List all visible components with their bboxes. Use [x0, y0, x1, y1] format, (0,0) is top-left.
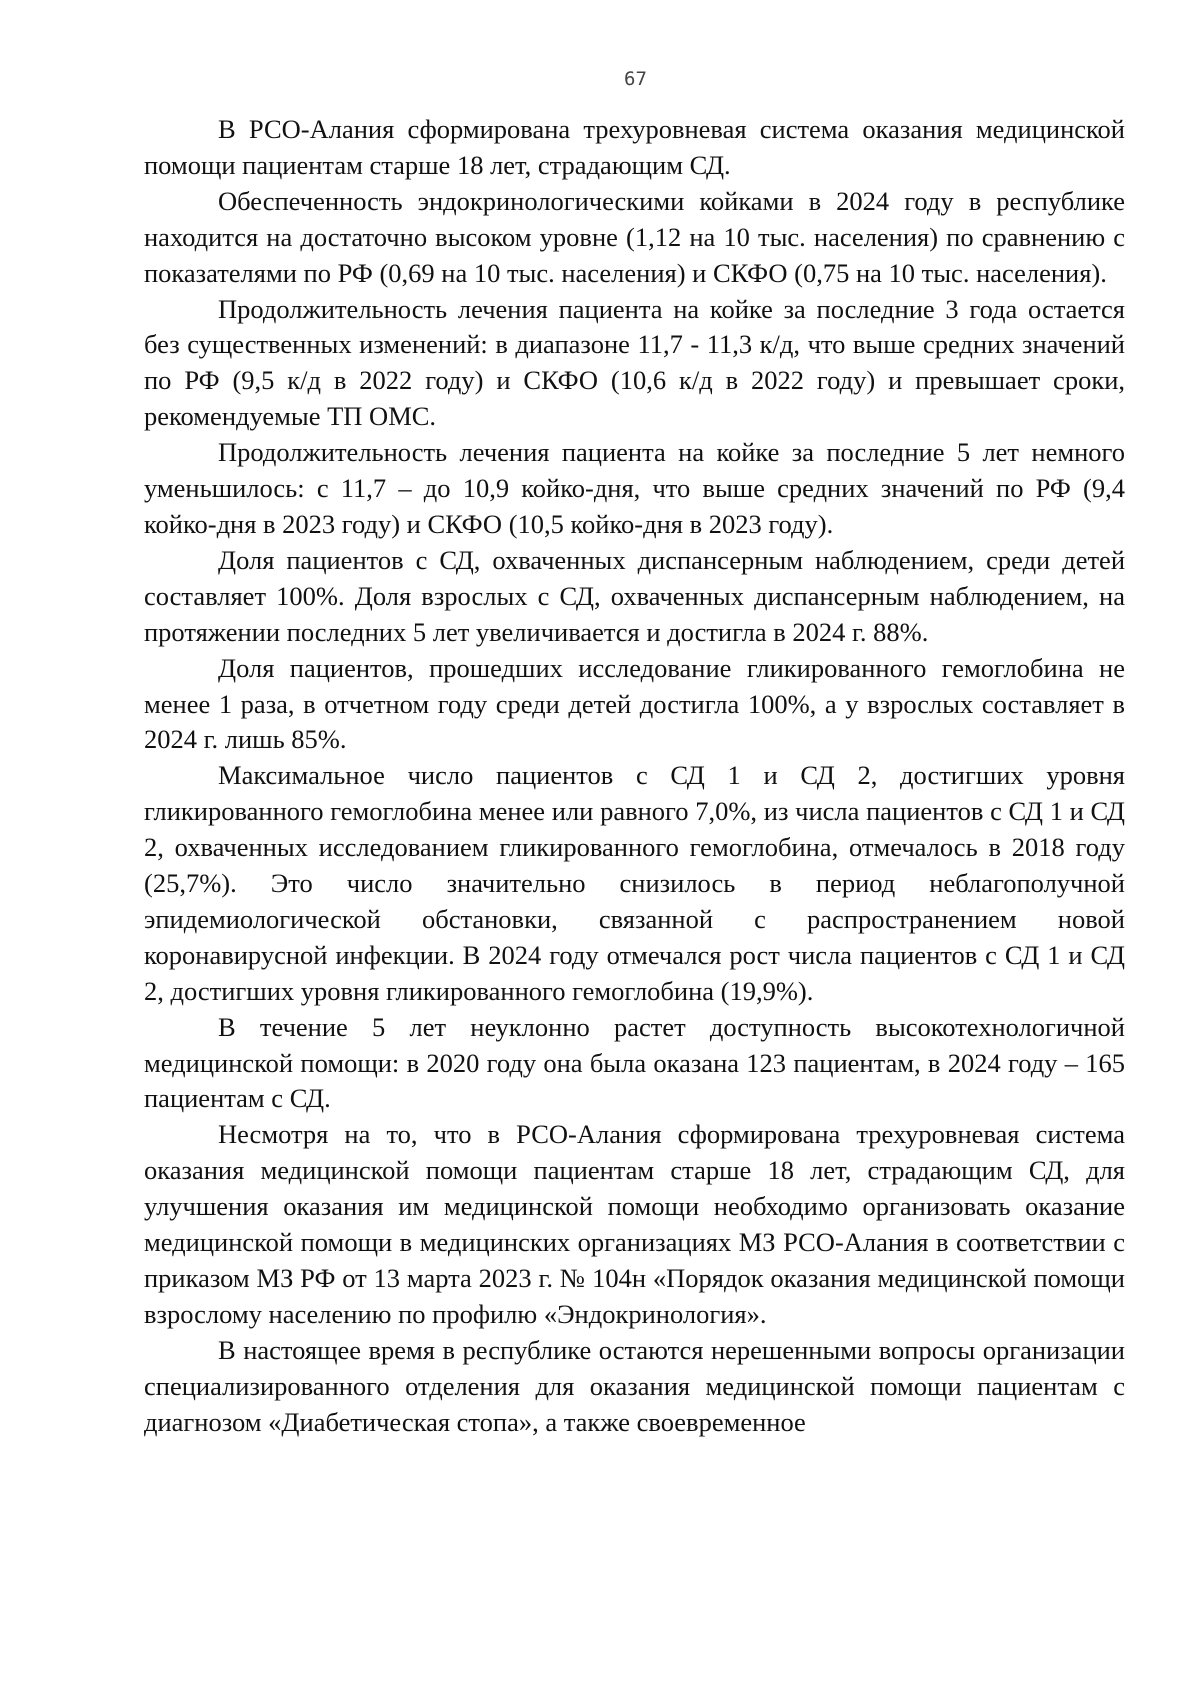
page-number: 67 — [624, 68, 647, 90]
paragraph-three-level-system: В РСО-Алания сформирована трехуровневая система оказания медицинской помощи пациентам старше 18 лет, страдающим СД. — [144, 114, 1125, 180]
paragraph-hemoglobin-testing: Доля пациентов, прошедших исследование гликированного гемоглобина не менее 1 раза, в отчетном году среди детей достигла 100%, а у взрослых составляет в 2024 г. лишь 85%. — [144, 652, 1125, 755]
paragraph-unresolved-issues: В настоящее время в республике остаются нерешенными вопросы организации специализированного отделения для оказания медицинской помощи пациентам с диагнозом «Диабетическая стопа», а также своевременное — [144, 1334, 1125, 1437]
paragraph-bed-availability: Обеспеченность эндокринологическими койками в 2024 году в республике находится на достаточно высоком уровне (1,12 на 10 тыс. населения) по сравнению с показателями по РФ (0,69 на 10 тыс. населения) и СКФО (0,75 на 10 тыс. населения). — [144, 185, 1125, 288]
body-text — [144, 112, 1125, 1441]
paragraph-treatment-duration-5-years: Продолжительность лечения пациента на койке за последние 5 лет немного уменьшилось: с 11,7 – до 10,9 койко-дня, что выше средних значений по РФ (9,4 койко-дня в 2023 году) и СКФО (10,5 койко-дня в 2023 году). — [144, 437, 1125, 539]
paragraph-treatment-duration-3-years: Продолжительность лечения пациента на койке за последние 3 года остается без существенных изменений: в диапазоне 11,7 - 11,3 к/д, что выше средних значений по РФ (9,5 к/д в 2022 году) и СКФО (10,6 к/д в 2022 году) и превышает сроки, рекомендуемые ТП ОМС. — [144, 293, 1125, 432]
paragraph-hemoglobin-target-level: Максимальное число пациентов с СД 1 и СД 2, достигших уровня гликированного гемоглобина менее или равного 7,0%, из числа пациентов с СД 1 и СД 2, охваченных исследованием гликированного гемоглобина, отмечалось в 2018 году (25,7%). Это число значительно снизилось в период неблагополучной эпидемиологической обстановки, связанной с распространением новой коронавирусной инфекции. В 2024 году отмечался рост числа пациентов с СД 1 и СД 2, достигших уровня гликированного гемоглобина (19,9%). — [144, 760, 1125, 1006]
paragraph-care-organization: Несмотря на то, что в РСО-Алания сформирована трехуровневая система оказания медицинской помощи пациентам старше 18 лет, страдающим СД, для улучшения оказания им медицинской помощи необходимо организовать оказание медицинской помощи в медицинских организациях МЗ РСО-Алания в соответствии с приказом МЗ РФ от 13 марта 2023 г. № 104н «Порядок оказания медицинской помощи взрослому населению по профилю «Эндокринология». — [144, 1119, 1125, 1329]
paragraph-high-tech-care: В течение 5 лет неуклонно растет доступность высокотехнологичной медицинской помощи: в 2020 году она была оказана 123 пациентам, в 2024 году – 165 пациентам с СД. — [144, 1011, 1125, 1114]
paragraph-dispensary-observation: Доля пациентов с СД, охваченных диспансерным наблюдением, среди детей составляет 100%. Доля взрослых с СД, охваченных диспансерным наблюдением, на протяжении последних 5 лет увеличивается и достигла в 2024 г. 88%. — [144, 544, 1125, 647]
